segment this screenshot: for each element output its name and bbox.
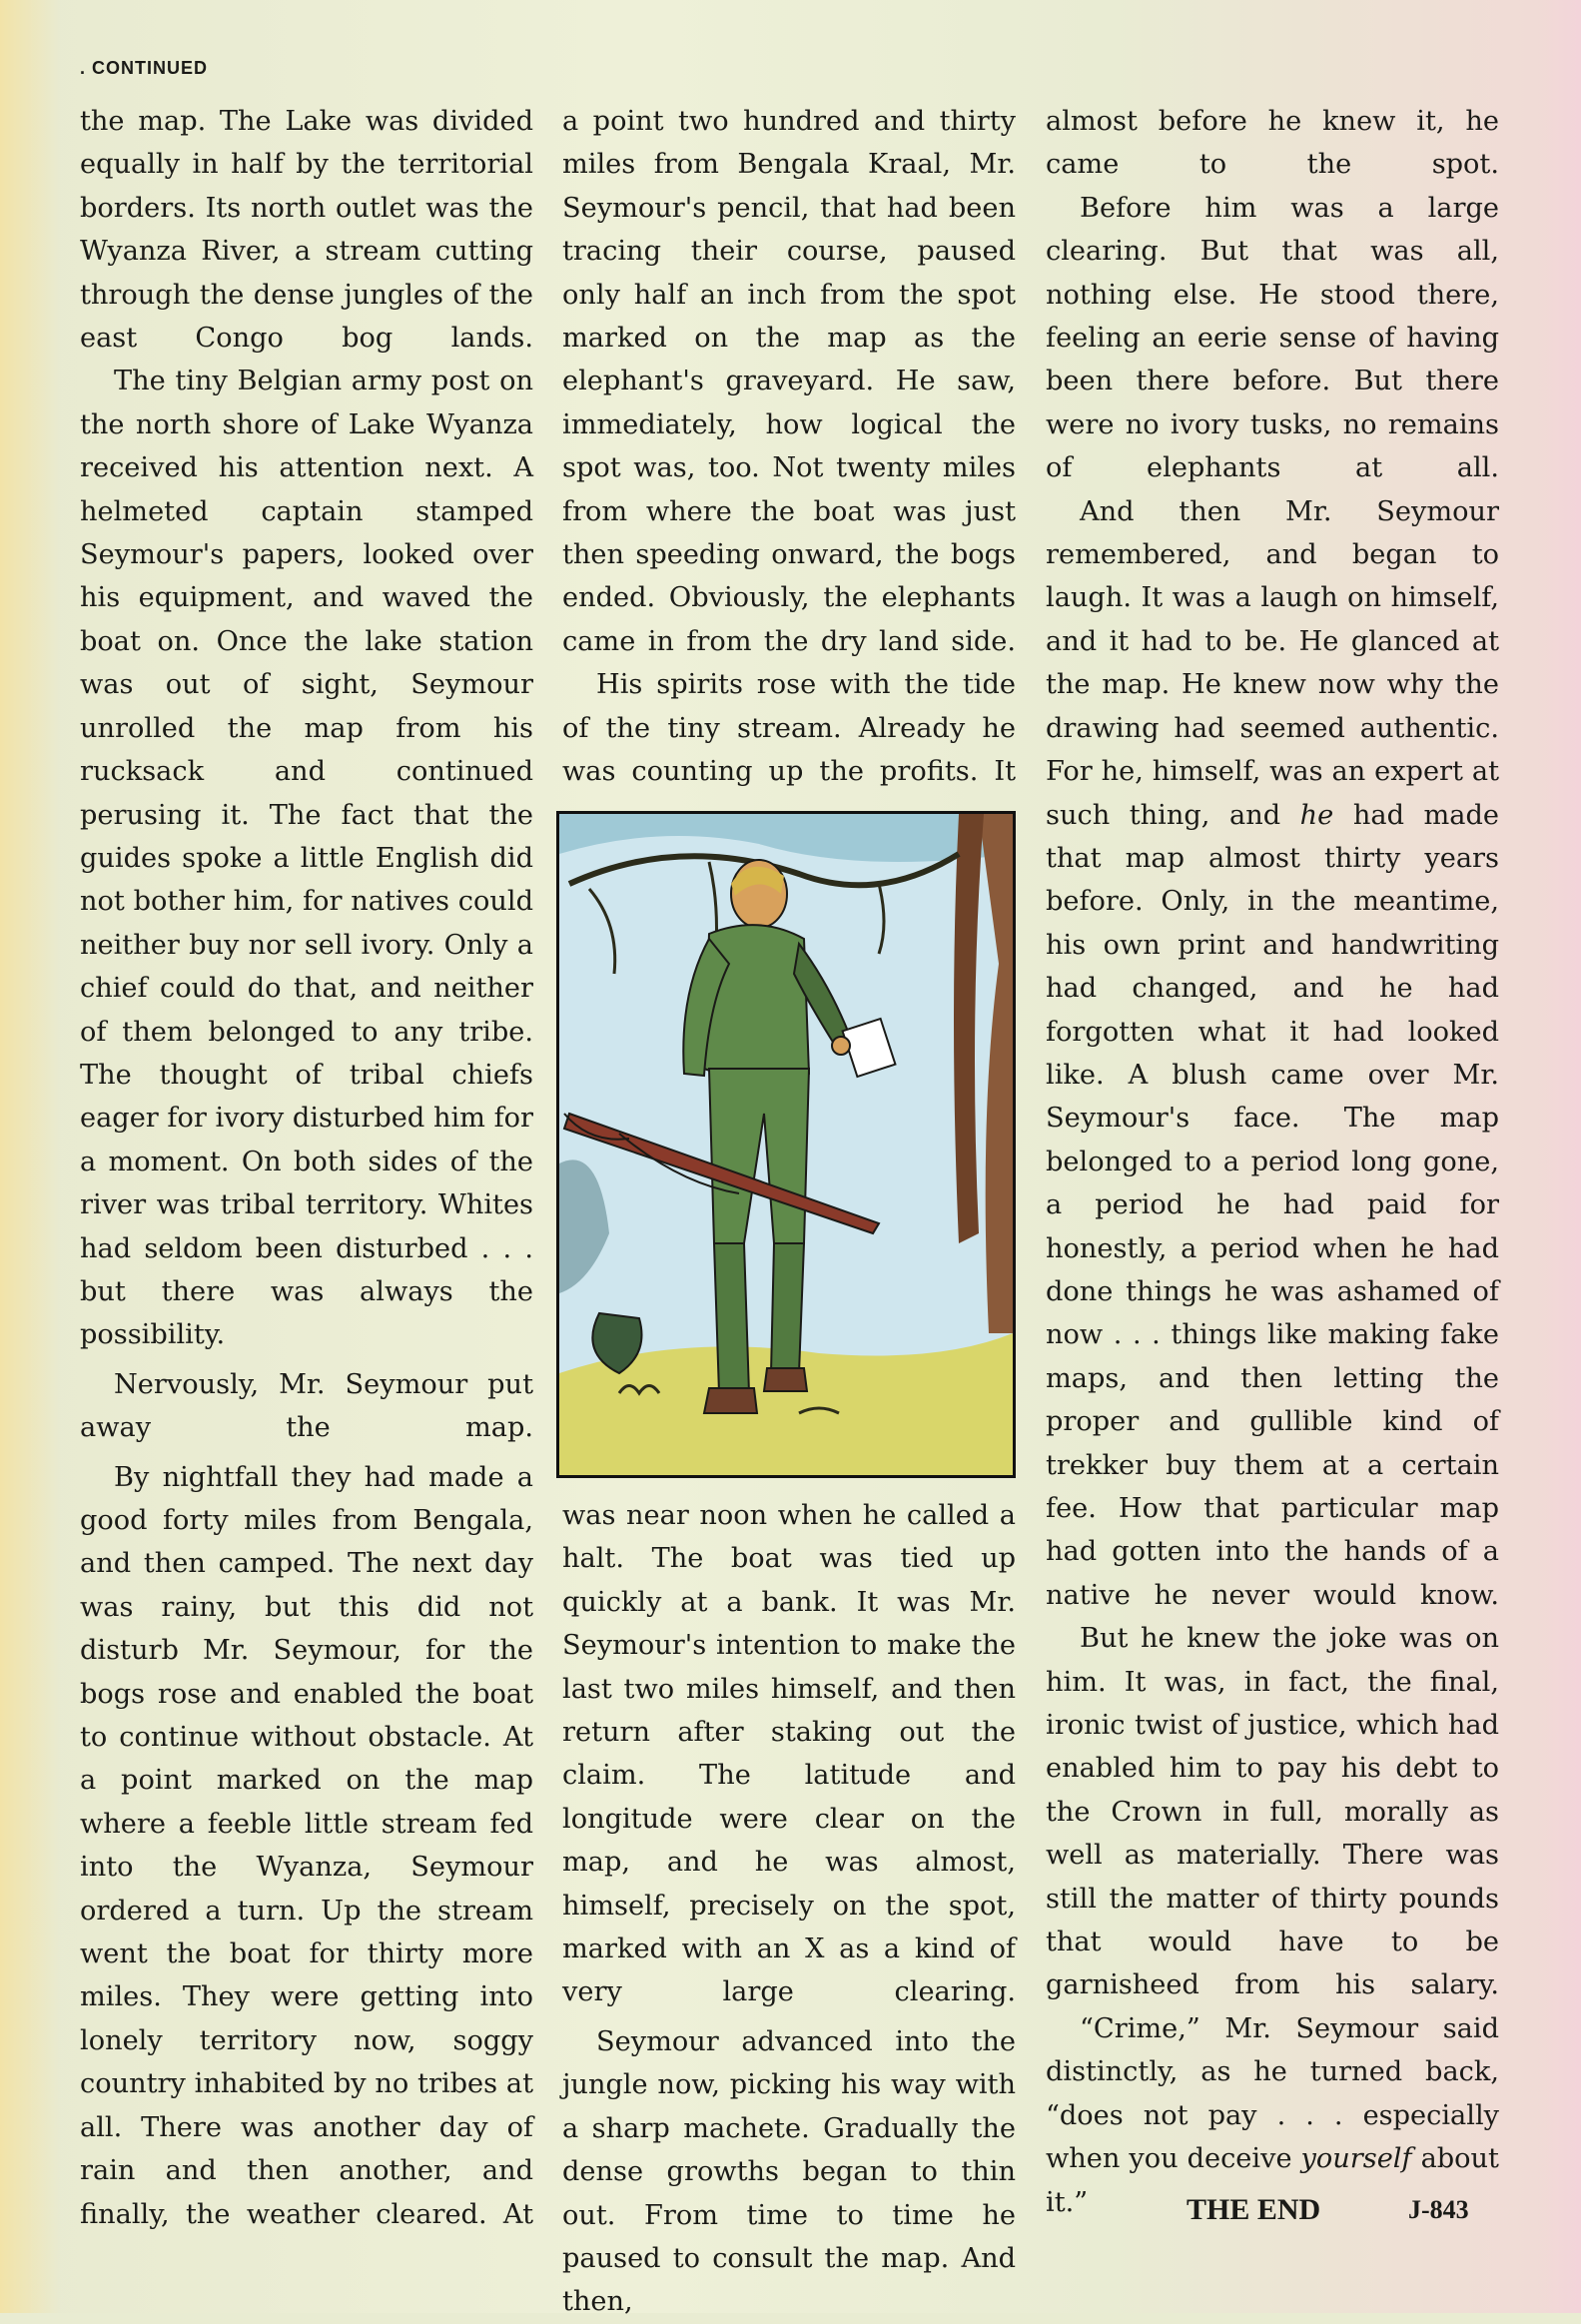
column3-paragraph-1: almost before he knew it, he came to the spot. — [1046, 106, 1499, 181]
column3-paragraph-3-end: had made that map almost thirty years before. Only, in the meantime, his own print and handwriting had changed, and he had forgotten what it had looked like. A blush came over Mr. Seymour's face. The map belonged to a period long gone, a period he had paid for honestly, a period when he had done things he was ashamed of now . . . things like making fake maps, and then letting the proper and gullible kind of trekker buy them at a certain fee. How that particular map had gotten into the hands of a native he never would know. — [1046, 799, 1499, 1611]
column2-paragraph-1: a point two hundred and thirty miles from Bengala Kraal, Mr. Seymour's pencil, that had been tracing their course, paused only half an inch from the spot marked on the map as the elephant's graveyard. He saw, immediately, how logical the spot was, too. Not twenty miles from where the boat was just then speeding onward, the bogs ended. Obviously, the elephants came in from the dry land side. — [562, 106, 1016, 657]
text-column-2-top — [562, 100, 1016, 794]
text-column-2-bottom — [562, 1494, 1016, 2324]
column3-paragraph-5-emphasis: yourself — [1300, 2143, 1412, 2175]
column3-paragraph-5-end: about it.” — [1046, 2143, 1499, 2218]
continued-label: . CONTINUED — [80, 58, 208, 78]
column2-paragraph-3: was near noon when he called a halt. The boat was tied up quickly at a bank. It was Mr. Seymour's intention to make the last two miles himself, and then return after staking out the claim. The latitude and longitude were clear on the map, and he was almost, himself, precisely on the spot, marked with an X as a kind of very large clearing. — [562, 1500, 1016, 2008]
page-code: J-843 — [1408, 2195, 1469, 2224]
column2-paragraph-2: His spirits rose with the tide of the tiny stream. Already he was counting up the profits. It — [562, 669, 1016, 788]
column1-paragraph-1: the map. The Lake was divided equally in half by the territorial borders. Its north outlet was the Wyanza River, a stream cutting through the dense jungles of the east Congo bog lands. — [80, 106, 533, 355]
paper-edge-right — [1541, 0, 1581, 2313]
column1-paragraph-3: Nervously, Mr. Seymour put away the map. — [80, 1368, 533, 1444]
paper-edge-left — [0, 0, 60, 2313]
text-column-1 — [80, 100, 533, 2236]
column3-paragraph-3-start: And then Mr. Seymour remembered, and began to laugh. It was a laugh on himself, and it had to be. He glanced at the map. He knew now why the drawing had seemed authentic. For he, himself, was an expert at such thing, and — [1046, 495, 1499, 831]
the-end-label: THE END — [1186, 2193, 1321, 2226]
column3-paragraph-5-start: “Crime,” Mr. Seymour said distinctly, as he turned back, “does not pay . . . especially when you deceive — [1046, 2012, 1499, 2175]
text-column-3 — [1046, 100, 1499, 2224]
column2-paragraph-4: Seymour advanced into the jungle now, picking his way with a sharp machete. Gradually the dense growths began to thin out. From time to time he paused to consult the map. And then, — [562, 2025, 1016, 2318]
explorer-illustration — [559, 814, 1013, 1475]
column3-paragraph-4: But he knew the joke was on him. It was, in fact, the final, ironic twist of justice, which had enabled him to pay his debt to the Crown in full, morally as well as materially. There was still the matter of thirty pounds that would have to be garnisheed from his salary. — [1046, 1623, 1499, 2001]
column3-paragraph-3 — [1046, 490, 1499, 1618]
column3-paragraph-5 — [1046, 2007, 1499, 2224]
column3-paragraph-3-emphasis: he — [1299, 799, 1334, 831]
column1-paragraph-4: By nightfall they had made a good forty miles from Bengala, and then camped. The next day was rainy, but this did not disturb Mr. Seymour, for the bogs rose and enabled the boat to continue without obstacle. At a point marked on the map where a feeble little stream fed into the Wyanza, Seymour ordered a turn. Up the stream went the boat for thirty more miles. They were getting into lonely territory now, soggy country inhabited by no tribes at all. There was another day of rain and then another, and finally, the weather cleared. At — [80, 1461, 533, 2230]
illustration-panel — [556, 811, 1016, 1478]
column3-paragraph-2: Before him was a large clearing. But that was all, nothing else. He stood there, feeling an eerie sense of having been there before. But there were no ivory tusks, no remains of elephants at all. — [1046, 192, 1499, 484]
column1-paragraph-2: The tiny Belgian army post on the north shore of Lake Wyanza received his attention next. A helmeted captain stamped Seymour's papers, looked over his equipment, and waved the boat on. Once the lake station was out of sight, Seymour unrolled the map from his rucksack and continued perusing it. The fact that the guides spoke a little English did not bother him, for natives could neither buy nor sell ivory. Only a chief could do that, and neither of them belonged to any tribe. The thought of tribal chiefs eager for ivory disturbed him for a moment. On both sides of the river was tribal territory. Whites had seldom been disturbed . . . but there was always the possibility. — [80, 366, 533, 1351]
